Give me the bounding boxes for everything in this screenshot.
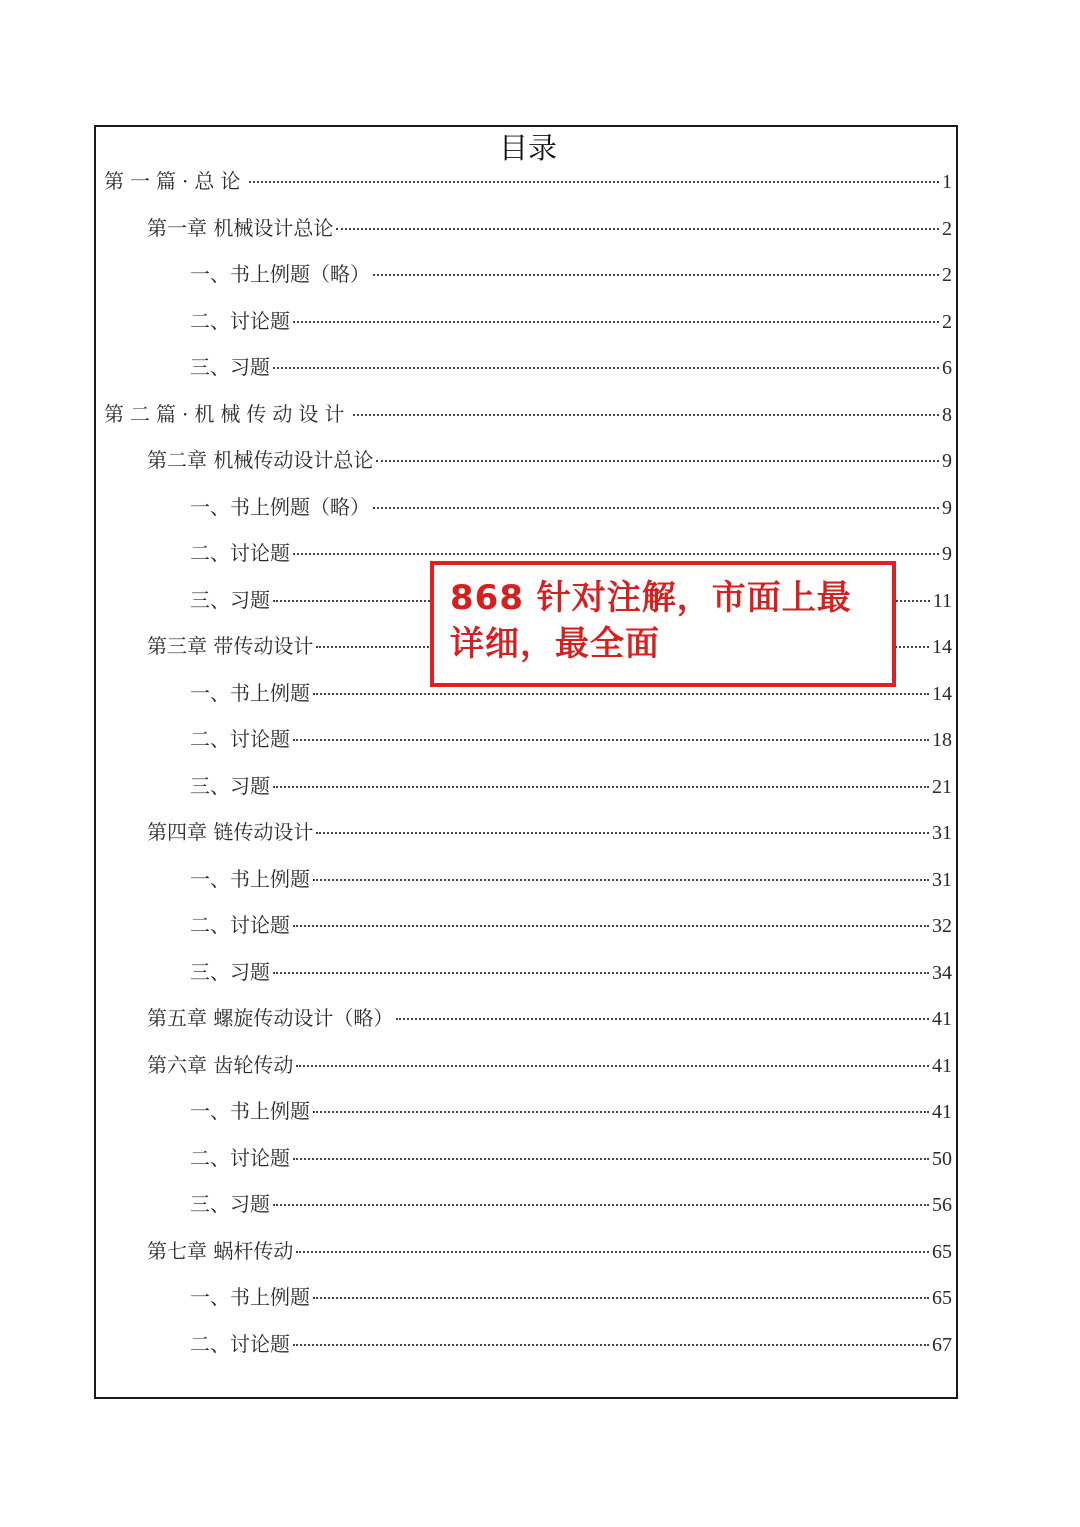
toc-entry-label: 第一章 机械设计总论 [147, 215, 334, 240]
toc-section-entry[interactable] [190, 492, 952, 522]
toc-entry-label: 三、习题 [190, 1192, 270, 1216]
dot-leader [313, 1297, 929, 1299]
dot-leader [293, 925, 929, 927]
toc-page-number: 67 [932, 1333, 952, 1356]
toc-page-number: 2 [942, 264, 952, 286]
toc-entry-label: 三、习题 [190, 773, 270, 798]
callout-text: 868 针对注解，市面上最 详细，最全面 [450, 578, 852, 664]
toc-section-entry[interactable] [190, 1329, 952, 1359]
toc-section-entry[interactable] [190, 1143, 952, 1173]
toc-page-number: 31 [932, 822, 952, 844]
toc-chapter-entry[interactable] [147, 817, 952, 847]
toc-page-number: 18 [932, 729, 952, 751]
toc-entry-label: 第六章 齿轮传动 [147, 1052, 294, 1077]
toc-page-number: 41 [932, 1101, 952, 1123]
toc-title: 目录 [498, 131, 557, 165]
toc-entry-label: 一、书上例题 [190, 680, 310, 705]
dot-leader [249, 181, 939, 183]
toc-entry-label: 二、讨论题 [190, 913, 290, 937]
toc-page-number: 56 [932, 1194, 952, 1216]
dot-leader [293, 553, 939, 555]
dot-leader [296, 1065, 929, 1067]
toc-section-entry[interactable] [190, 259, 952, 289]
toc-section-entry[interactable] [190, 306, 952, 336]
toc-page-number: 65 [932, 1240, 952, 1263]
dot-leader [313, 693, 929, 695]
toc-chapter-entry[interactable] [147, 1236, 952, 1266]
toc-section-entry[interactable] [190, 724, 952, 754]
toc-page-number: 50 [932, 1147, 952, 1170]
toc-entry-label: 一、书上例题 [190, 1285, 310, 1309]
toc-section-entry[interactable] [190, 864, 952, 894]
toc-page-number: 34 [932, 961, 952, 984]
toc-page-number: 41 [932, 1054, 952, 1077]
toc-chapter-entry[interactable] [147, 445, 952, 475]
toc-page-number: 14 [932, 636, 952, 658]
toc-chapter-entry[interactable] [147, 1003, 952, 1033]
dot-leader [313, 879, 929, 881]
dot-leader [373, 507, 939, 509]
dot-leader [396, 1018, 929, 1020]
toc-entry-label: 第五章 螺旋传动设计（略） [147, 1006, 394, 1030]
toc-entry-label: 第二篇·机械传动设计 [104, 401, 351, 426]
dot-leader [336, 228, 939, 230]
dot-leader [296, 1251, 929, 1253]
toc-entry-label: 二、讨论题 [190, 541, 290, 565]
toc-section-entry[interactable] [190, 1096, 952, 1126]
toc-entry-label: 三、习题 [190, 959, 270, 984]
toc-part-entry[interactable] [104, 166, 952, 196]
toc-page-number: 32 [932, 915, 952, 937]
toc-chapter-entry[interactable] [147, 213, 952, 243]
dot-leader [273, 367, 939, 369]
toc-page-number: 2 [942, 217, 952, 240]
toc-entry-label: 一、书上例题（略） [190, 262, 370, 286]
toc-entry-label: 三、习题 [190, 355, 270, 379]
dot-leader [313, 1111, 929, 1113]
toc-entry-label: 二、讨论题 [190, 1145, 290, 1170]
dot-leader [376, 460, 939, 462]
toc-section-entry[interactable] [190, 352, 952, 382]
toc-entry-label: 一、书上例题 [190, 1099, 310, 1123]
toc-section-entry[interactable] [190, 1189, 952, 1219]
toc-page-number: 21 [932, 775, 952, 798]
toc-entry-label: 二、讨论题 [190, 1331, 290, 1356]
annotation-callout [430, 561, 896, 687]
toc-entry-label: 第四章 链传动设计 [147, 820, 314, 844]
toc-entry-label: 第三章 带传动设计 [147, 634, 314, 658]
toc-entry-label: 第二章 机械传动设计总论 [147, 448, 374, 472]
toc-page-number: 9 [942, 450, 952, 472]
toc-page-number: 65 [932, 1287, 952, 1309]
toc-page-number: 11 [932, 589, 952, 612]
dot-leader [273, 1204, 929, 1206]
toc-entry-label: 二、讨论题 [190, 727, 290, 751]
toc-chapter-entry[interactable] [147, 1050, 952, 1080]
toc-page-number: 6 [942, 357, 952, 379]
dot-leader [293, 1158, 929, 1160]
dot-leader [293, 1344, 929, 1346]
toc-entry-label: 二、讨论题 [190, 308, 290, 333]
dot-leader [353, 414, 939, 416]
toc-part-entry[interactable] [104, 399, 952, 429]
toc-entry-label: 第七章 蜗杆传动 [147, 1238, 294, 1263]
toc-entry-label: 第一篇·总论 [104, 169, 247, 193]
toc-page-number: 41 [932, 1008, 952, 1030]
toc-page-number: 1 [942, 171, 952, 193]
toc-entry-label: 三、习题 [190, 587, 270, 612]
toc-page-number: 14 [932, 682, 952, 705]
toc-section-entry[interactable] [190, 1282, 952, 1312]
toc-page-number: 9 [942, 543, 952, 565]
toc-section-entry[interactable] [190, 957, 952, 987]
toc-page-number: 2 [942, 310, 952, 333]
toc-page-number: 31 [932, 868, 952, 891]
dot-leader [293, 739, 929, 741]
toc-page-number: 8 [942, 403, 952, 426]
toc-section-entry[interactable] [190, 910, 952, 940]
dot-leader [293, 321, 939, 323]
toc-entry-label: 一、书上例题 [190, 866, 310, 891]
toc-page-number: 9 [942, 496, 952, 519]
dot-leader [273, 786, 929, 788]
toc-entry-label: 一、书上例题（略） [190, 494, 370, 519]
dot-leader [373, 274, 939, 276]
dot-leader [316, 832, 929, 834]
dot-leader [273, 972, 929, 974]
toc-section-entry[interactable] [190, 771, 952, 801]
